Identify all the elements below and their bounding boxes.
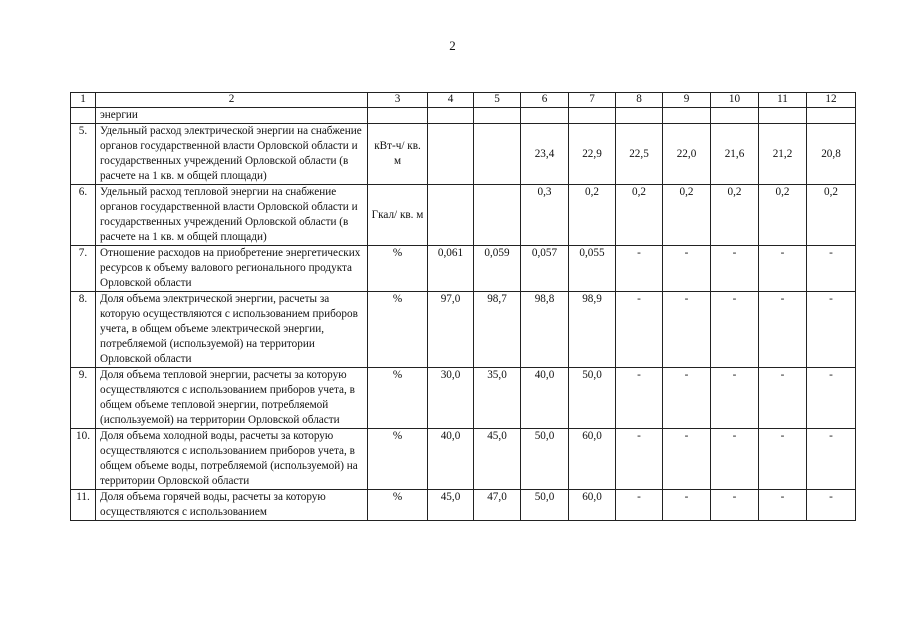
table-row xyxy=(71,185,856,246)
header-cell: 1 xyxy=(71,93,96,108)
cell-col7: 98,9 xyxy=(569,292,616,368)
cell-col12: - xyxy=(807,292,856,368)
cell-col6: 98,8 xyxy=(521,292,569,368)
cell-col4: 0,061 xyxy=(428,246,474,292)
cell-col10: 21,6 xyxy=(711,124,759,185)
row-description: Удельный расход электрической энергии на снабжение органов государственной власти Орловской области и государственных учреждений Орловской области (в расчете на 1 кв. м общей площади) xyxy=(96,124,368,185)
page-number: 2 xyxy=(449,38,456,53)
cell-col4: 30,0 xyxy=(428,368,474,429)
row-number: 10. xyxy=(71,429,96,490)
cell-col9: - xyxy=(663,292,711,368)
table-row xyxy=(71,246,856,292)
cell-col12: 0,2 xyxy=(807,185,856,246)
cell-col5: 45,0 xyxy=(474,429,521,490)
cell-col5 xyxy=(474,185,521,246)
cell-col8: - xyxy=(616,246,663,292)
row-number: 9. xyxy=(71,368,96,429)
cell-col12: - xyxy=(807,246,856,292)
cell-col9: - xyxy=(663,246,711,292)
cell-col10: - xyxy=(711,292,759,368)
cell-col5: 35,0 xyxy=(474,368,521,429)
cell-col5 xyxy=(474,124,521,185)
cell-col11: - xyxy=(759,246,807,292)
cell-col12: - xyxy=(807,429,856,490)
cell-col8: 22,5 xyxy=(616,124,663,185)
row-unit: % xyxy=(368,246,428,292)
cell-col11: - xyxy=(759,429,807,490)
cell-col7: 60,0 xyxy=(569,429,616,490)
cell-col11: - xyxy=(759,490,807,521)
row-description: Доля объема тепловой энергии, расчеты за которую осуществляются с использованием приборов учета, в общем объеме тепловой энергии, потребляемой (используемой) на территории Орловской области xyxy=(96,368,368,429)
cell-col6: 50,0 xyxy=(521,429,569,490)
cell-col6: 0,3 xyxy=(521,185,569,246)
cell-col4 xyxy=(428,185,474,246)
continuation-row xyxy=(71,108,856,124)
row-unit: % xyxy=(368,292,428,368)
header-cell: 9 xyxy=(663,93,711,108)
row-number: 5. xyxy=(71,124,96,185)
header-cell: 6 xyxy=(521,93,569,108)
header-row xyxy=(71,93,856,108)
row-number: 11. xyxy=(71,490,96,521)
cell-col4: 40,0 xyxy=(428,429,474,490)
cell-col7: 0,2 xyxy=(569,185,616,246)
cell-col7: 22,9 xyxy=(569,124,616,185)
header-cell: 3 xyxy=(368,93,428,108)
row-unit: Гкал/ кв. м xyxy=(368,185,428,246)
cell-col8: - xyxy=(616,368,663,429)
cell-col9: - xyxy=(663,368,711,429)
cell-col5: 0,059 xyxy=(474,246,521,292)
header-cell: 8 xyxy=(616,93,663,108)
row-description: Доля объема горячей воды, расчеты за которую осуществляются с использованием xyxy=(96,490,368,521)
cell-col5: 98,7 xyxy=(474,292,521,368)
row-unit: % xyxy=(368,429,428,490)
cell-col8: - xyxy=(616,490,663,521)
header-cell: 12 xyxy=(807,93,856,108)
table-row xyxy=(71,490,856,521)
cell-col7: 60,0 xyxy=(569,490,616,521)
cell-col7: 0,055 xyxy=(569,246,616,292)
cell-col9: - xyxy=(663,490,711,521)
cell-col9: 22,0 xyxy=(663,124,711,185)
cell-col6: 23,4 xyxy=(521,124,569,185)
cell-col8: 0,2 xyxy=(616,185,663,246)
cell-col4: 97,0 xyxy=(428,292,474,368)
header-cell: 10 xyxy=(711,93,759,108)
cell-col7: 50,0 xyxy=(569,368,616,429)
cell-col12: - xyxy=(807,368,856,429)
cell-col8: - xyxy=(616,429,663,490)
indicators-table xyxy=(70,92,856,521)
cell-col12: - xyxy=(807,490,856,521)
header-cell: 4 xyxy=(428,93,474,108)
row-number: 6. xyxy=(71,185,96,246)
cell-col10: - xyxy=(711,490,759,521)
cell-col9: - xyxy=(663,429,711,490)
cell-col10: - xyxy=(711,368,759,429)
cell-col5: 47,0 xyxy=(474,490,521,521)
table-row xyxy=(71,368,856,429)
row-unit: кВт-ч/ кв. м xyxy=(368,124,428,185)
cell-col11: - xyxy=(759,368,807,429)
row-unit: % xyxy=(368,368,428,429)
continuation-text: энергии xyxy=(96,108,368,124)
cell-col6: 50,0 xyxy=(521,490,569,521)
header-cell: 2 xyxy=(96,93,368,108)
cell-col9: 0,2 xyxy=(663,185,711,246)
row-number: 8. xyxy=(71,292,96,368)
cell-col11: 0,2 xyxy=(759,185,807,246)
row-number: 7. xyxy=(71,246,96,292)
header-cell: 7 xyxy=(569,93,616,108)
row-unit: % xyxy=(368,490,428,521)
row-description: Удельный расход тепловой энергии на снабжение органов государственной власти Орловской области и государственных учреждений Орловской области (в расчете на 1 кв. м общей площади) xyxy=(96,185,368,246)
cell-col11: - xyxy=(759,292,807,368)
cell-col10: - xyxy=(711,429,759,490)
cell-col10: - xyxy=(711,246,759,292)
table-row xyxy=(71,429,856,490)
cell-col4: 45,0 xyxy=(428,490,474,521)
cell-col6: 40,0 xyxy=(521,368,569,429)
cell-col12: 20,8 xyxy=(807,124,856,185)
cell-col10: 0,2 xyxy=(711,185,759,246)
table-row xyxy=(71,124,856,185)
row-description: Доля объема холодной воды, расчеты за которую осуществляются с использованием приборов учета, в общем объеме воды, потребляемой (используемой) на территории Орловской области xyxy=(96,429,368,490)
cell-col6: 0,057 xyxy=(521,246,569,292)
table-row xyxy=(71,292,856,368)
row-description: Отношение расходов на приобретение энергетических ресурсов к объему валового регионального продукта Орловской области xyxy=(96,246,368,292)
header-cell: 5 xyxy=(474,93,521,108)
cell-col4 xyxy=(428,124,474,185)
row-description: Доля объема электрической энергии, расчеты за которую осуществляются с использованием приборов учета, в общем объеме электрической энергии, потребляемой (используемой) на территории Орловской области xyxy=(96,292,368,368)
cell-col8: - xyxy=(616,292,663,368)
header-cell: 11 xyxy=(759,93,807,108)
cell-col11: 21,2 xyxy=(759,124,807,185)
